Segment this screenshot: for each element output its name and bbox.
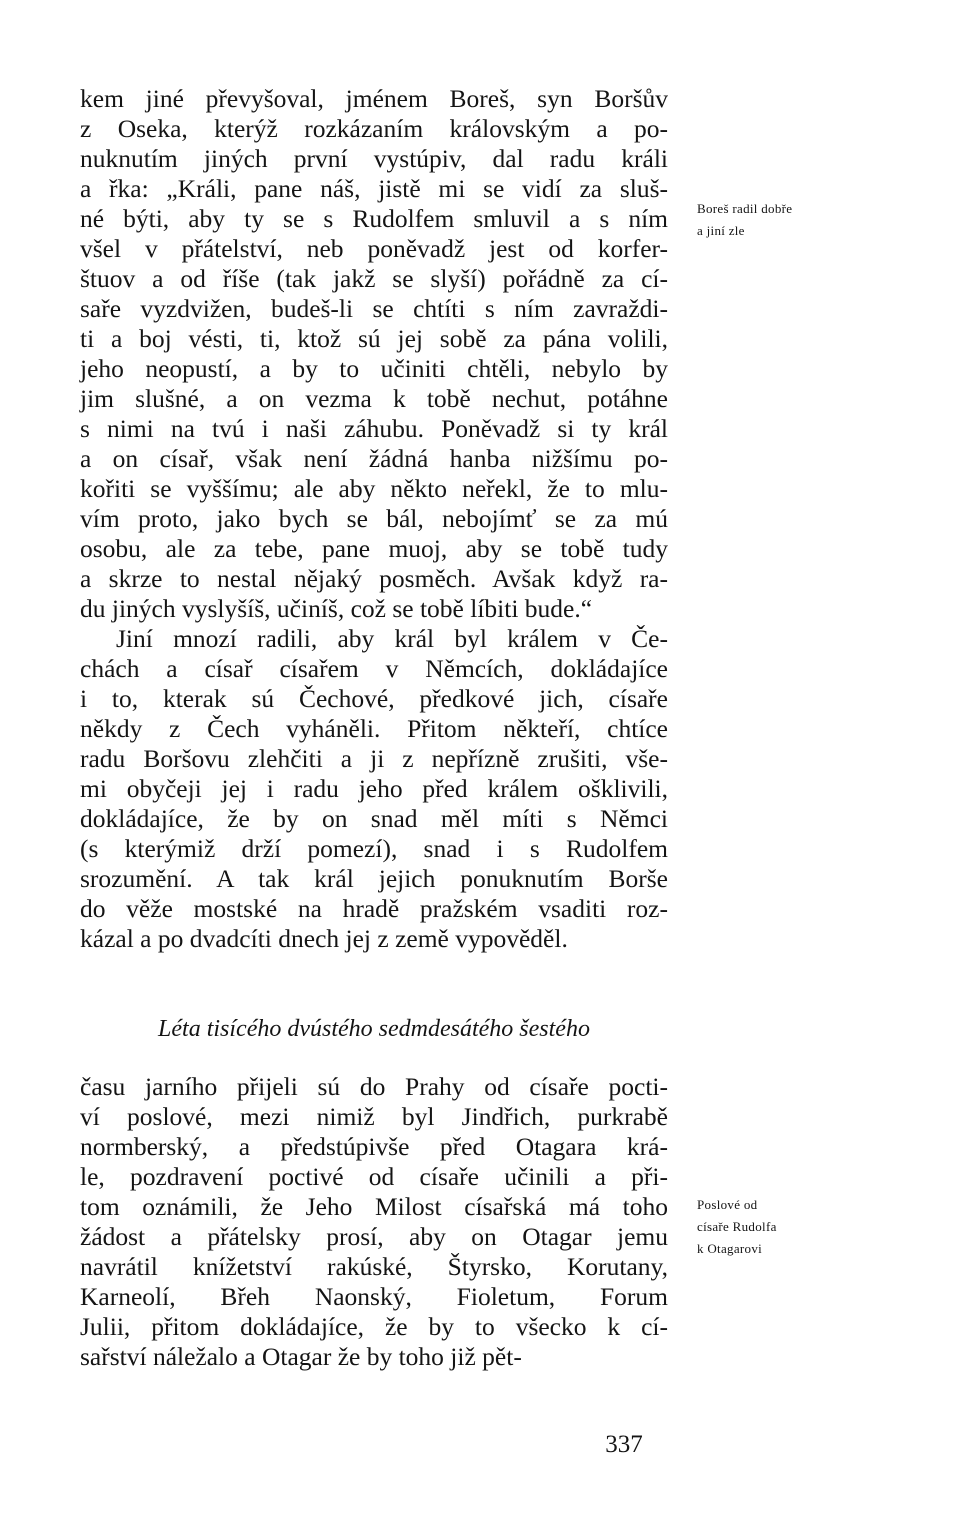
text-line: ti a boj vésti, ti, ktož sú jej sobě za pána volili,: [80, 324, 668, 353]
margin-note-line: císaře Rudolfa: [697, 1219, 777, 1234]
text-line: a skrze to nestal nějaký posměch. Avšak když ra-: [80, 564, 668, 593]
text-line: s nimi na tvú i naši záhubu. Poněvadž si ty král: [80, 414, 668, 443]
margin-note-1: [697, 198, 867, 242]
text-line: normberský, a předstúpivše před Otagara krá-: [80, 1132, 668, 1161]
text-line: radu Boršovu zlehčiti a ji z nepřízně zrušiti, vše-: [80, 744, 668, 773]
text-line: Julii, přitom dokládajíce, že by to všecko k cí-: [80, 1312, 668, 1341]
margin-note-2: [697, 1194, 867, 1260]
text-line: vím proto, jako bych se bál, nebojímť se za mú: [80, 504, 668, 533]
text-line: času jarního přijeli sú do Prahy od císaře pocti-: [80, 1072, 668, 1101]
second-text-block: [80, 1072, 668, 1372]
text-line: všel v přátelství, neb poněvadž jest od korfer-: [80, 234, 668, 263]
text-line: navrátil knížetství rakúské, Štyrsko, Korutany,: [80, 1252, 668, 1281]
text-line: le, pozdravení poctivé od císaře učinili a při-: [80, 1162, 668, 1191]
text-line: do věže mostské na hradě pražském vsaditi roz-: [80, 894, 668, 923]
paragraph-3: [80, 1072, 668, 1372]
text-line: mi obyčeji jej i radu jeho před králem ošklivili,: [80, 774, 668, 803]
text-line: osobu, ale za tebe, pane muoj, aby se tobě tudy: [80, 534, 668, 563]
text-line: du jiných vyslyšíš, učiníš, což se tobě líbiti bude.“: [80, 594, 593, 623]
page-number: 337: [605, 1431, 643, 1458]
text-line: jim slušné, a on vezma k tobě nechut, potáhne: [80, 384, 668, 413]
main-text-block: [80, 84, 668, 954]
margin-note-line: k Otagarovi: [697, 1241, 763, 1256]
text-line: z Oseka, kterýž rozkázaním královským a po-: [80, 114, 668, 143]
text-line: nuknutím jiných první vystúpiv, dal radu králi: [80, 144, 668, 173]
text-line: dokládajíce, že by on snad měl míti s Němci: [80, 804, 668, 833]
text-line: kem jiné převyšoval, jménem Boreš, syn Boršův: [80, 84, 668, 113]
text-line: sařství náležalo a Otagar že by toho již pět-: [80, 1342, 522, 1371]
paragraph-2: [80, 624, 668, 954]
margin-note-line: a jiní zle: [697, 223, 745, 238]
paragraph-1: [80, 84, 668, 624]
text-line: né býti, aby ty se s Rudolfem smluvil a s ním: [80, 204, 668, 233]
text-line: ví poslové, mezi nimiž byl Jindřich, purkrabě: [80, 1102, 668, 1131]
text-line: a řka: „Králi, pane náš, jistě mi se vidí za sluš-: [80, 174, 668, 203]
text-line: Karneolí, Břeh Naonský, Fioletum, Forum: [80, 1282, 668, 1311]
text-line: i to, kterak sú Čechové, předkové jich, císaře: [80, 684, 668, 713]
text-line: jeho neopustí, a by to učiniti chtěli, nebylo by: [80, 354, 668, 383]
text-line: a on císař, však není žádná hanba nižšímu po-: [80, 444, 668, 473]
text-line: někdy z Čech vyháněli. Přitom někteří, chtíce: [80, 714, 668, 743]
margin-note-line: Boreš radil dobře: [697, 201, 793, 216]
text-line: žádost a přátelsky prosí, aby on Otagar jemu: [80, 1222, 668, 1251]
section-heading: Léta tisícého dvústého sedmdesátého šestého: [158, 1016, 590, 1042]
text-line: chách a císař císařem v Němcích, dokládajíce: [80, 654, 668, 683]
text-line: tom oznámili, že Jeho Milost císařská má toho: [80, 1192, 668, 1221]
text-line: Jiní mnozí radili, aby král byl králem v Če-: [116, 624, 668, 653]
margin-note-line: Poslové od: [697, 1197, 758, 1212]
text-line: kázal a po dvadcíti dnech jej z země vypověděl.: [80, 924, 568, 953]
text-line: srozumění. A tak král jejich ponuknutím Borše: [80, 864, 668, 893]
text-line: štuov a od říše (tak jakž se slyší) pořádně za cí-: [80, 264, 668, 293]
text-line: saře vyzdvižen, budeš-li se chtíti s ním zavraždi-: [80, 294, 668, 323]
text-line: kořiti se vyššímu; ale aby někto neřekl, že to mlu-: [80, 474, 668, 503]
text-line: (s kterýmiž drží pomezí), snad i s Rudolfem: [80, 834, 668, 863]
